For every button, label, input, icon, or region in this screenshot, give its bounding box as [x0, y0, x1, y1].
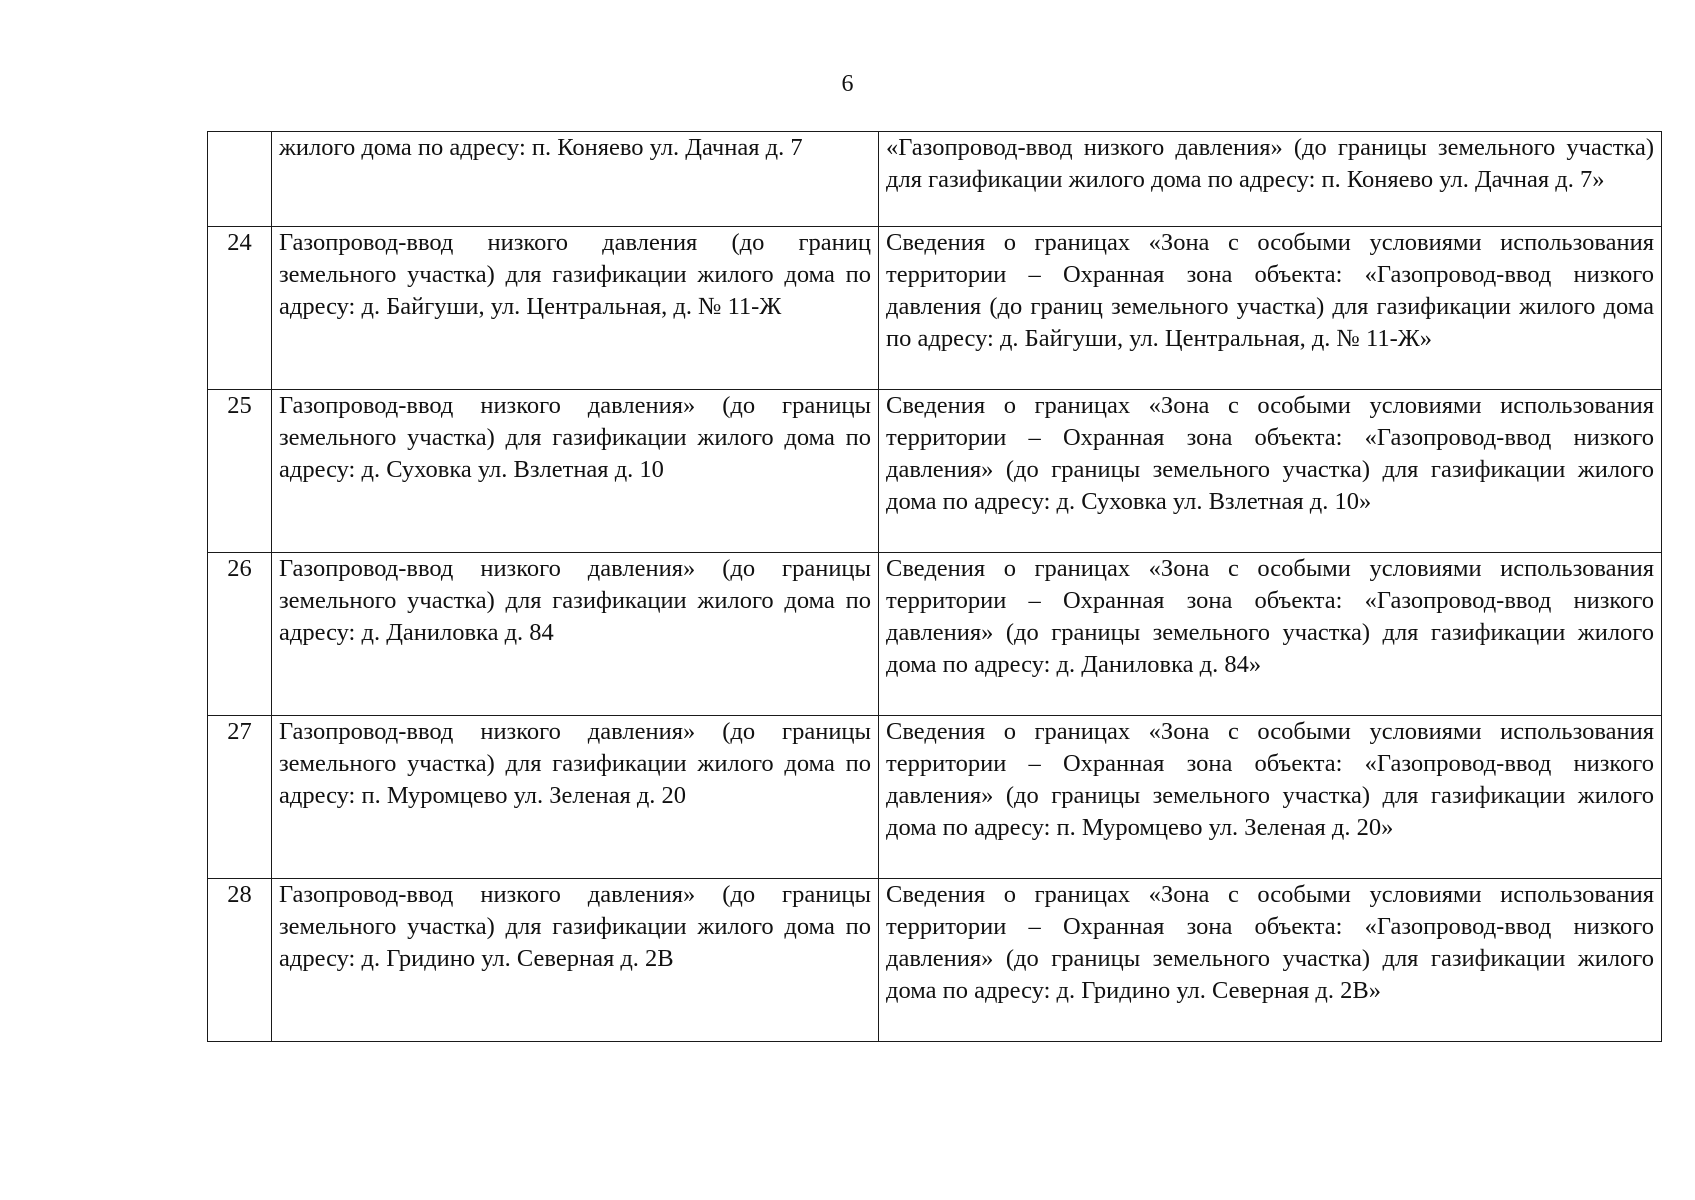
- zone-description: Сведения о границах «Зона с особыми условиями использования территории – Охранная зона объекта: «Газопровод-ввод низкого давления» (до границы земельного участка) для газификации жилого дома по адресу: п. Муромцево ул. Зеленая д. 20»: [879, 716, 1662, 879]
- zone-description: Сведения о границах «Зона с особыми условиями использования территории – Охранная зона объекта: «Газопровод-ввод низкого давления» (до границы земельного участка) для газификации жилого дома по адресу: д. Гридино ул. Северная д. 2В»: [879, 879, 1662, 1042]
- page-number: 6: [841, 71, 854, 97]
- table-row: [208, 879, 1662, 1042]
- row-number: 25: [208, 390, 272, 553]
- row-number: 27: [208, 716, 272, 879]
- object-name: жилого дома по адресу: п. Коняево ул. Дачная д. 7: [272, 132, 879, 227]
- table-row: [208, 390, 1662, 553]
- object-name: Газопровод-ввод низкого давления» (до границы земельного участка) для газификации жилого дома по адресу: д. Суховка ул. Взлетная д. 10: [272, 390, 879, 553]
- object-name: Газопровод-ввод низкого давления» (до границы земельного участка) для газификации жилого дома по адресу: д. Даниловка д. 84: [272, 553, 879, 716]
- row-number: 28: [208, 879, 272, 1042]
- table-row: [208, 716, 1662, 879]
- row-number: 24: [208, 227, 272, 390]
- row-number: [208, 132, 272, 227]
- zone-description: Сведения о границах «Зона с особыми условиями использования территории – Охранная зона объекта: «Газопровод-ввод низкого давления (до границ земельного участка) для газификации жилого дома по адресу: д. Байгуши, ул. Центральная, д. № 11-Ж»: [879, 227, 1662, 390]
- zone-description: Сведения о границах «Зона с особыми условиями использования территории – Охранная зона объекта: «Газопровод-ввод низкого давления» (до границы земельного участка) для газификации жилого дома по адресу: д. Даниловка д. 84»: [879, 553, 1662, 716]
- zone-description: «Газопровод-ввод низкого давления» (до границы земельного участка) для газификации жилого дома по адресу: п. Коняево ул. Дачная д. 7»: [879, 132, 1662, 227]
- row-number: 26: [208, 553, 272, 716]
- zone-description: Сведения о границах «Зона с особыми условиями использования территории – Охранная зона объекта: «Газопровод-ввод низкого давления» (до границы земельного участка) для газификации жилого дома по адресу: д. Суховка ул. Взлетная д. 10»: [879, 390, 1662, 553]
- zones-table: [207, 131, 1662, 1042]
- object-name: Газопровод-ввод низкого давления» (до границы земельного участка) для газификации жилого дома по адресу: п. Муромцево ул. Зеленая д. 20: [272, 716, 879, 879]
- object-name: Газопровод-ввод низкого давления» (до границы земельного участка) для газификации жилого дома по адресу: д. Гридино ул. Северная д. 2В: [272, 879, 879, 1042]
- table-row: [208, 132, 1662, 227]
- table-row: [208, 227, 1662, 390]
- table-row: [208, 553, 1662, 716]
- object-name: Газопровод-ввод низкого давления (до границ земельного участка) для газификации жилого дома по адресу: д. Байгуши, ул. Центральная, д. № 11-Ж: [272, 227, 879, 390]
